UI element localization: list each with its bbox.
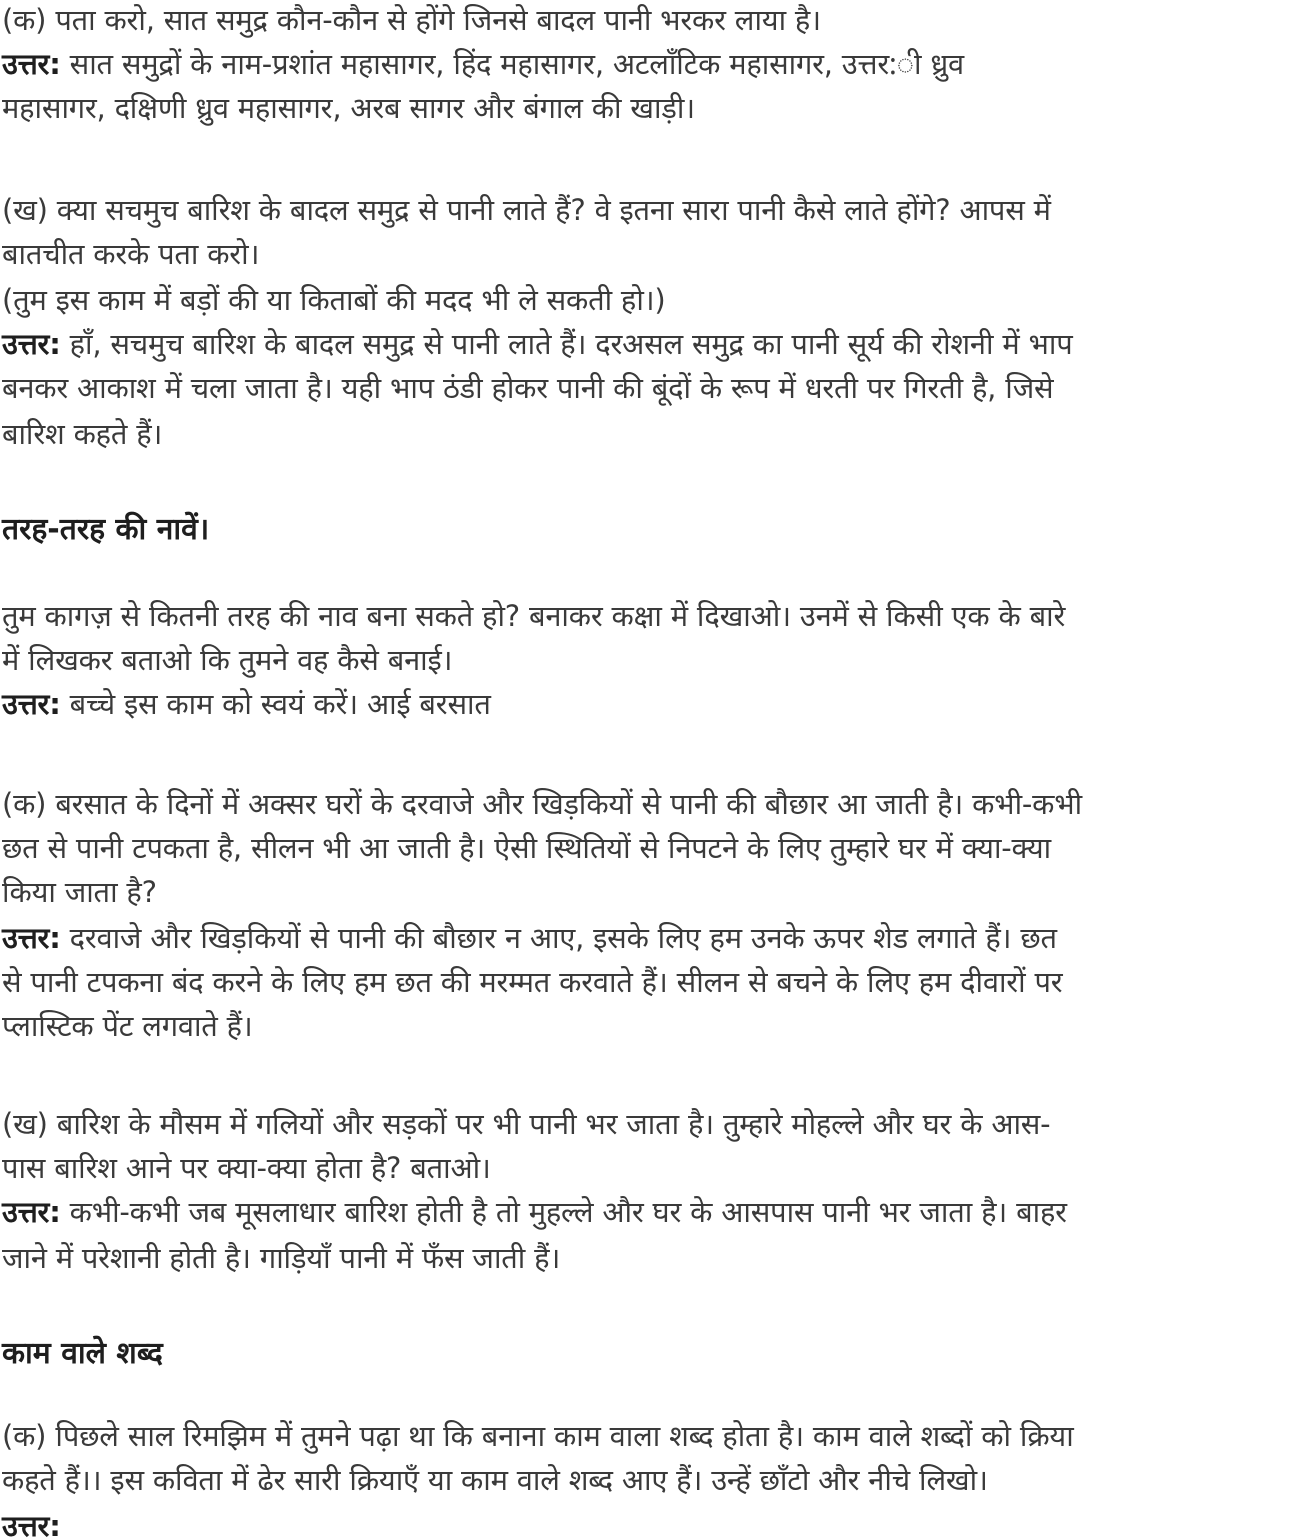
question-4-line-2: छत से पानी टपकता है, सीलन भी आ जाती है। ऐसी स्थितियों से निपटने के लिए तुम्हारे घर में क्या-क्या <box>2 831 1051 865</box>
answer-3-text: बच्चे इस काम को स्वयं करें। आई बरसात <box>69 687 491 721</box>
question-5-line-1: (ख) बारिश के मौसम में गलियों और सड़कों पर भी पानी भर जाता है। तुम्हारे मोहल्ले और घर के आस- <box>2 1107 1051 1141</box>
answer-2-line-3: बारिश कहते हैं। <box>2 417 163 451</box>
answer-2-line-1 <box>2 324 1072 364</box>
answer-label: उत्तर: <box>2 1509 61 1540</box>
answer-4-line-1 <box>2 918 1057 958</box>
answer-3-line-1 <box>2 684 491 724</box>
section-heading-action-words: काम वाले शब्द <box>2 1336 163 1371</box>
answer-1-text-1: सात समुद्रों के नाम-प्रशांत महासागर, हिंद महासागर, अटलाँटिक महासागर, उत्तर:ी ध्रुव <box>69 47 964 81</box>
question-6-line-2: कहते हैं।। इस कविता में ढेर सारी क्रियाएँ या काम वाले शब्द आए हैं। उन्हें छाँटो और नीचे लिखो। <box>2 1463 988 1497</box>
answer-label: उत्तर: <box>2 47 61 81</box>
answer-label: उत्तर: <box>2 1195 61 1229</box>
answer-1-line-2: महासागर, दक्षिणी ध्रुव महासागर, अरब सागर और बंगाल की खाड़ी। <box>2 91 695 125</box>
question-4-line-3: किया जाता है? <box>2 875 157 909</box>
question-6-line-1: (क) पिछले साल रिमझिम में तुमने पढ़ा था कि बनाना काम वाला शब्द होता है। काम वाले शब्दों को क्रिया <box>2 1419 1074 1453</box>
question-1-line-1: (क) पता करो, सात समुद्र कौन-कौन से होंगे जिनसे बादल पानी भरकर लाया है। <box>2 3 821 37</box>
answer-1-line-1 <box>2 44 964 84</box>
answer-label: उत्तर: <box>2 921 61 955</box>
section-heading-boats: तरह-तरह की नावें। <box>2 512 210 547</box>
question-2-line-1: (ख) क्या सचमुच बारिश के बादल समुद्र से पानी लाते हैं? वे इतना सारा पानी कैसे लाते होंगे? आपस में <box>2 193 1051 227</box>
answer-2-text-1: हाँ, सचमुच बारिश के बादल समुद्र से पानी लाते हैं। दरअसल समुद्र का पानी सूर्य की रोशनी में भाप <box>69 327 1073 361</box>
question-2-line-3: (तुम इस काम में बड़ों की या किताबों की मदद भी ले सकती हो।) <box>2 283 666 317</box>
answer-6-line-1 <box>2 1506 61 1540</box>
question-3-line-2: में लिखकर बताओ कि तुमने वह कैसे बनाई। <box>2 643 453 677</box>
answer-label: उत्तर: <box>2 687 61 721</box>
answer-label: उत्तर: <box>2 327 61 361</box>
question-4-line-1: (क) बरसात के दिनों में अक्सर घरों के दरवाजे और खिड़कियों से पानी की बौछार आ जाती है। कभी-कभी <box>2 787 1082 821</box>
question-5-line-2: पास बारिश आने पर क्या-क्या होता है? बताओ। <box>2 1151 491 1185</box>
answer-4-line-3: प्लास्टिक पेंट लगवाते हैं। <box>2 1009 253 1043</box>
answer-5-line-2: जाने में परेशानी होती है। गाड़ियाँ पानी में फँस जाती हैं। <box>2 1241 561 1275</box>
answer-4-line-2: से पानी टपकना बंद करने के लिए हम छत की मरम्मत करवाते हैं। सीलन से बचने के लिए हम दीवारों पर <box>2 965 1063 999</box>
question-2-line-2: बातचीत करके पता करो। <box>2 237 260 271</box>
answer-5-line-1 <box>2 1192 1067 1232</box>
question-3-line-1: तुम कागज़ से कितनी तरह की नाव बना सकते हो? बनाकर कक्षा में दिखाओ। उनमें से किसी एक के बारे <box>2 599 1066 633</box>
answer-4-text-1: दरवाजे और खिड़कियों से पानी की बौछार न आए, इसके लिए हम उनके ऊपर शेड लगाते हैं। छत <box>69 921 1057 955</box>
answer-5-text-1: कभी-कभी जब मूसलाधार बारिश होती है तो मुहल्ले और घर के आसपास पानी भर जाता है। बाहर <box>69 1195 1067 1229</box>
answer-2-line-2: बनकर आकाश में चला जाता है। यही भाप ठंडी होकर पानी की बूंदों के रूप में धरती पर गिरती है, जिसे <box>2 371 1054 405</box>
